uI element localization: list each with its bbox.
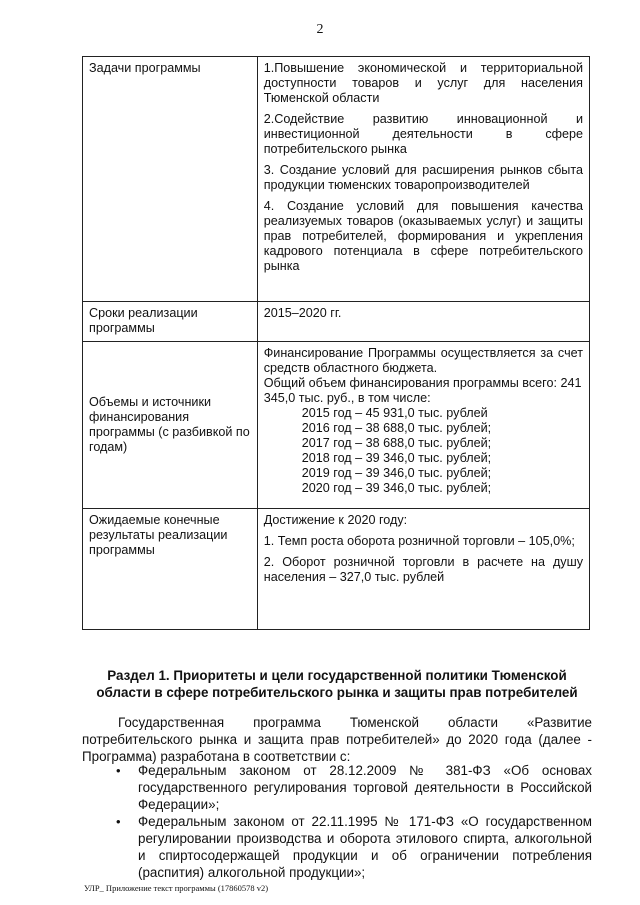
- tasks-value: [257, 57, 589, 302]
- bullet-icon: •: [116, 763, 121, 778]
- bullet-icon: •: [116, 814, 121, 829]
- funding-year-item: 2020 год – 39 346,0 тыс. рублей;: [301, 481, 492, 495]
- funding-year-item: 2016 год – 38 688,0 тыс. рублей;: [301, 421, 492, 435]
- section-heading: Раздел 1. Приоритеты и цели государственной политики Тюменской области в сфере потребительского рынка и защиты прав потребителей: [96, 668, 578, 700]
- funding-years-list: [264, 406, 583, 496]
- funding-year-item: 2019 год – 39 346,0 тыс. рублей;: [301, 466, 492, 480]
- results-intro: Достижение к 2020 году:: [263, 513, 408, 527]
- section-paragraph: Государственная программа Тюменской области «Развитие потребительского рынка и защита прав потребителей» до 2020 года (далее - Программа) разработана в соответствии с:: [82, 715, 592, 764]
- list-item: [82, 762, 592, 813]
- funding-year-item: 2017 год – 38 688,0 тыс. рублей;: [301, 436, 492, 450]
- table-row-tasks: [83, 57, 590, 302]
- law-bullet-list: [82, 762, 592, 881]
- result-item: 2. Оборот розничной торговли в расчете на душу населения – 327,0 тыс. рублей: [263, 555, 583, 584]
- tasks-label: Задачи программы: [83, 57, 258, 302]
- results-value: [257, 509, 589, 630]
- table-row-results: [83, 509, 590, 630]
- bullet-text: Федеральным законом от 28.12.2009 № 381-ФЗ «Об основах государственного регулирования торговой деятельности в Российской Федерации»;: [138, 763, 592, 812]
- funding-value: [257, 342, 589, 509]
- bullet-text: Федеральным законом от 22.11.1995 № 171-ФЗ «О государственном регулировании производства и оборота этилового спирта, алкогольной и спиртосодержащей продукции и об ограничении потребления (распития) алкогольной продукции»;: [138, 814, 592, 880]
- task-item: 1.Повышение экономической и территориальной доступности товаров и услуг для населения Тюменской области: [263, 61, 583, 105]
- table-row-funding: [83, 342, 590, 509]
- results-label: Ожидаемые конечные результаты реализации программы: [83, 509, 258, 630]
- terms-label: Сроки реализации программы: [83, 302, 258, 342]
- result-item: 1. Темп роста оборота розничной торговли – 105,0%;: [263, 534, 575, 548]
- task-item: 3. Создание условий для расширения рынков сбыта продукции тюменских товаропроизводителей: [263, 163, 583, 192]
- funding-year-item: 2015 год – 45 931,0 тыс. рублей: [301, 406, 488, 420]
- funding-total: Общий объем финансирования программы всего: 241 345,0 тыс. руб., в том числе:: [263, 376, 582, 405]
- funding-label: Объемы и источники финансирования программы (с разбивкой по годам): [83, 342, 258, 509]
- task-item: 4. Создание условий для повышения качества реализуемых товаров (оказываемых услуг) и защиты прав потребителей, формирования и укрепления кадрового потенциала в сфере потребительского рынка: [263, 199, 583, 273]
- task-item: 2.Содействие развитию инновационной и инвестиционной деятельности в сфере потребительского рынка: [263, 112, 583, 156]
- program-passport-table: [82, 56, 590, 630]
- terms-value: 2015–2020 гг.: [257, 302, 589, 342]
- table-row-terms: [83, 302, 590, 342]
- funding-year-item: 2018 год – 39 346,0 тыс. рублей;: [301, 451, 492, 465]
- document-footer: УЛР_ Приложение текст программы (17860578 v2): [84, 883, 269, 893]
- page-number: 2: [316, 22, 324, 37]
- funding-intro: Финансирование Программы осуществляется за счет средств областного бюджета.: [263, 346, 583, 375]
- list-item: [82, 813, 592, 881]
